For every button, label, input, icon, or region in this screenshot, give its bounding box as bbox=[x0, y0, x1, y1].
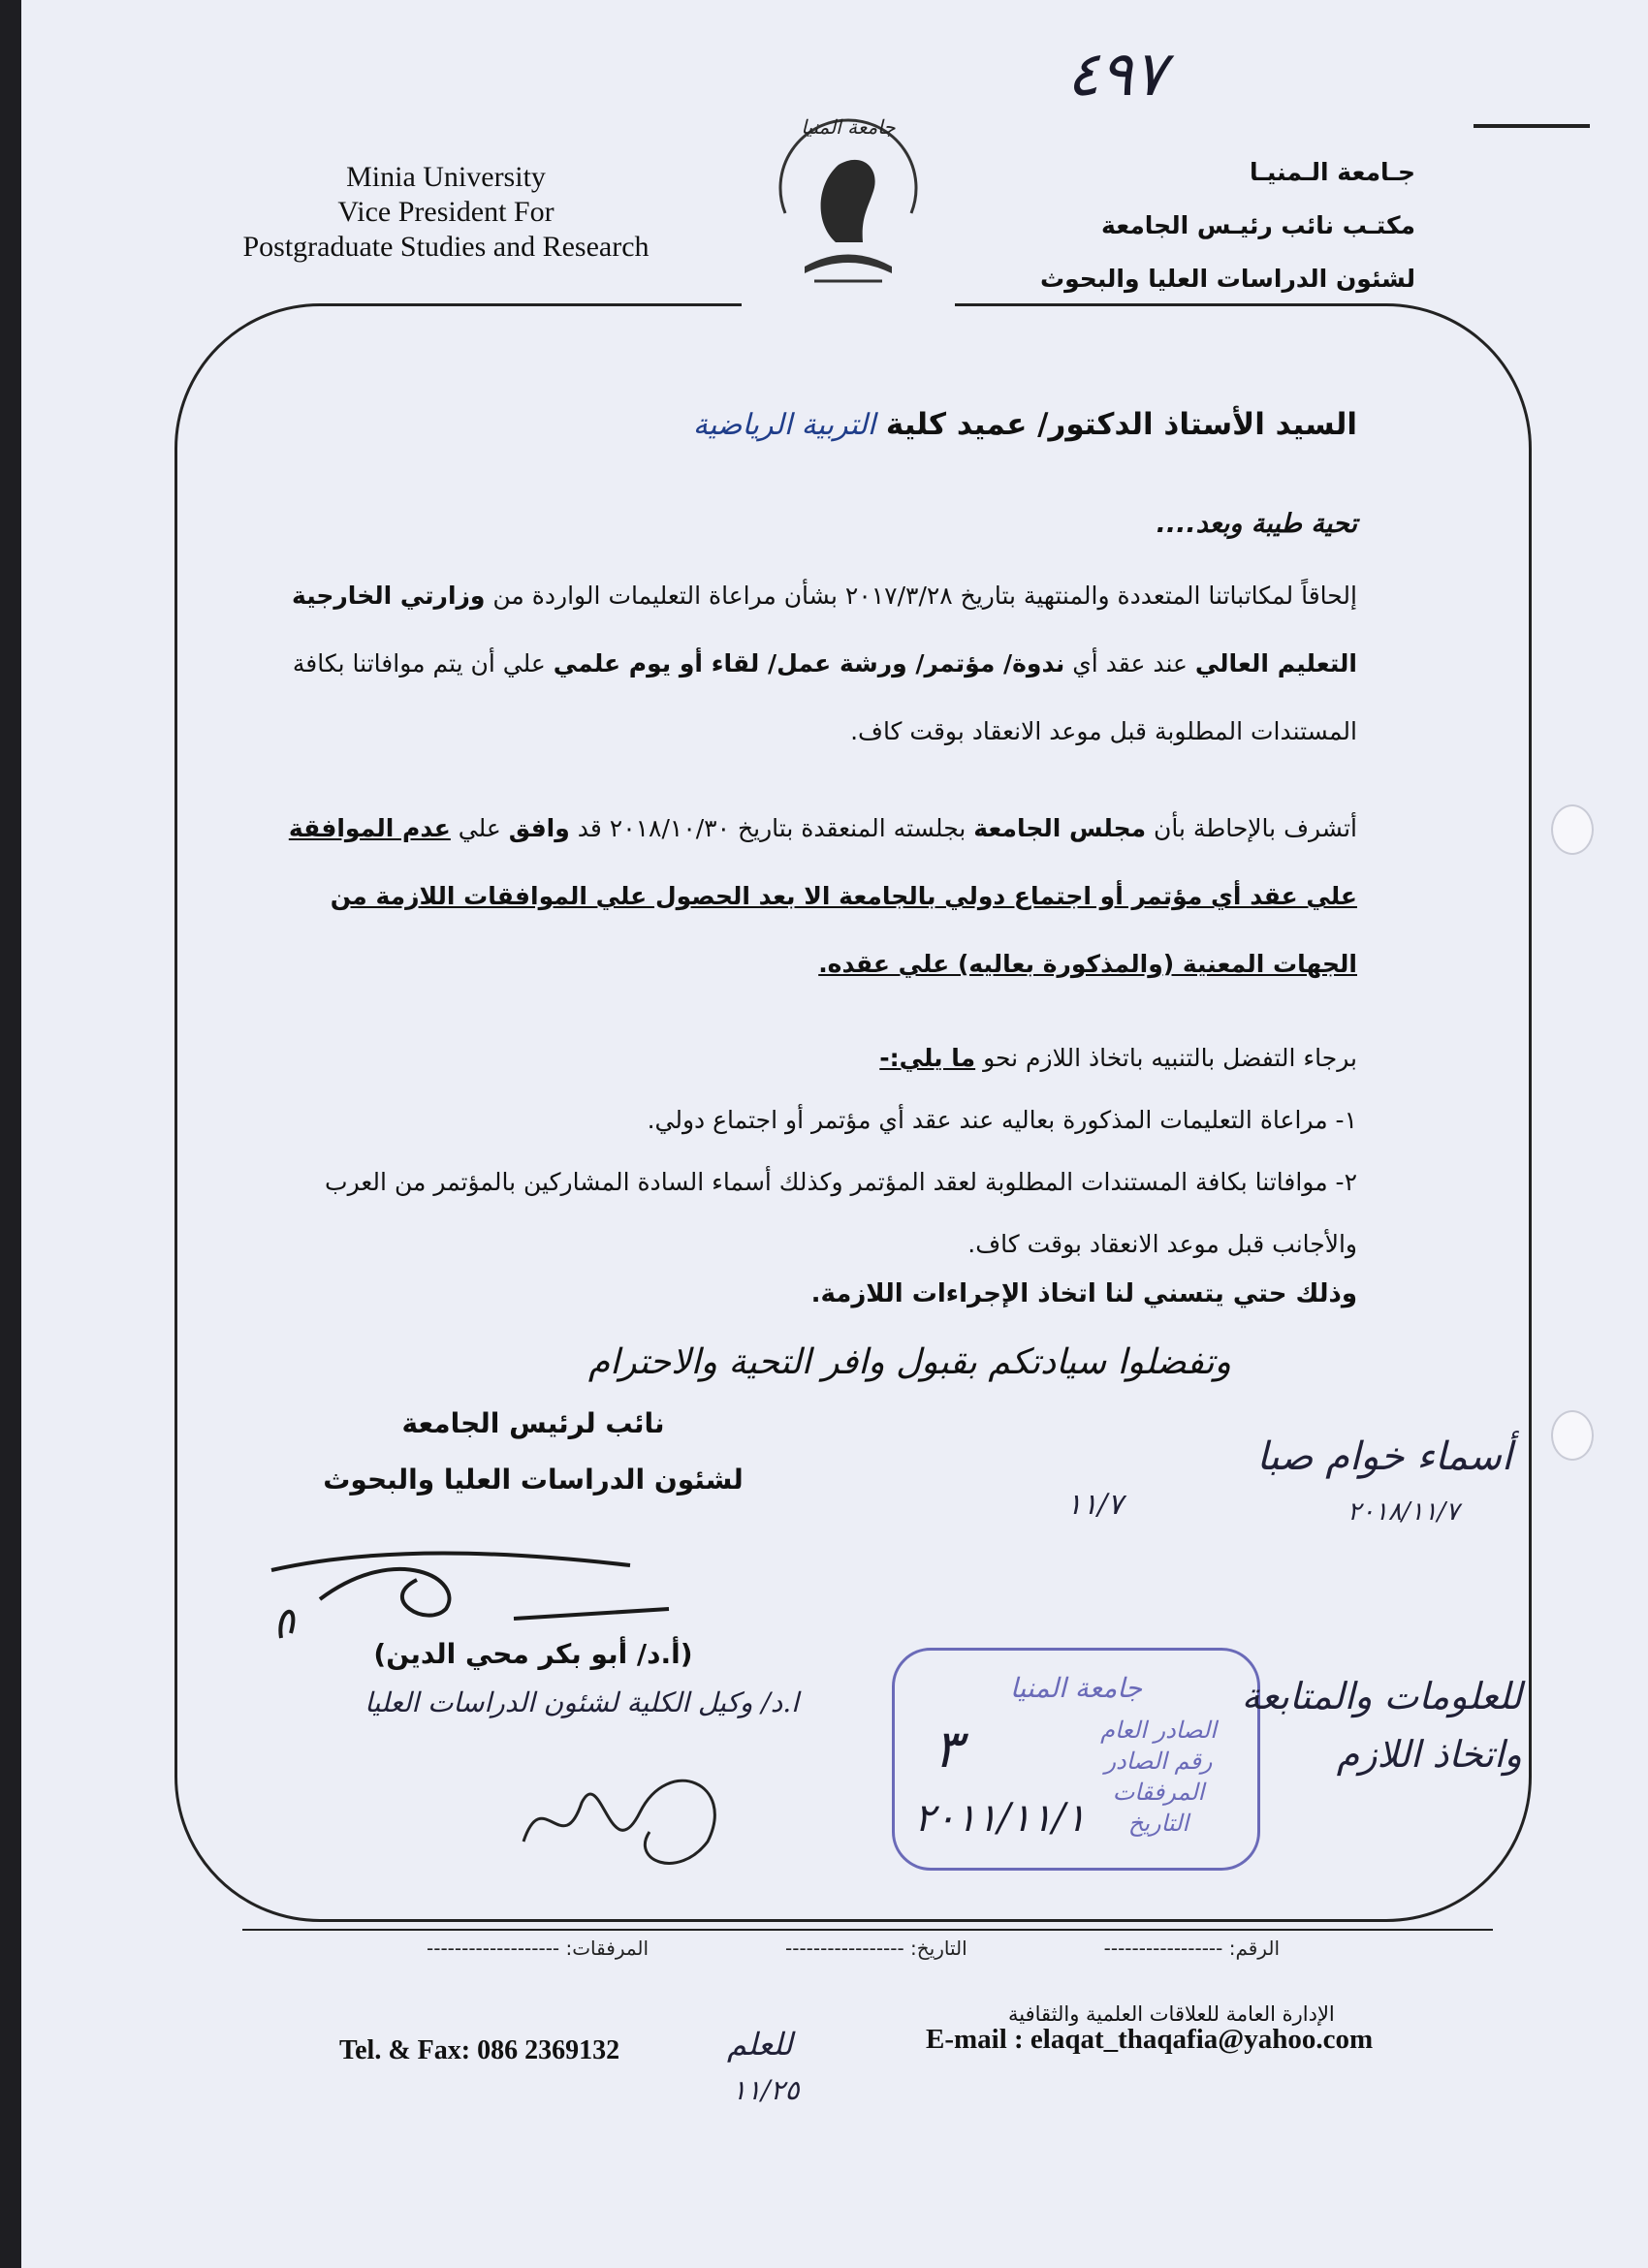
stamp-line4: المرفقات bbox=[1112, 1779, 1205, 1806]
header-en-line3: Postgraduate Studies and Research bbox=[242, 231, 650, 263]
signatory-title-line2: لشئون الدراسات العليا والبحوث bbox=[323, 1464, 744, 1496]
stamp-line5: التاريخ bbox=[1127, 1810, 1189, 1837]
header-english bbox=[204, 160, 688, 265]
ref-number: الرقم: ----------------- bbox=[1103, 1937, 1280, 1960]
corner-line bbox=[1474, 124, 1590, 128]
header-ar-line3: لشئون الدراسات العليا والبحوث bbox=[1040, 265, 1415, 293]
punch-hole-bottom bbox=[1551, 1410, 1594, 1461]
ref-date: التاريخ: ----------------- bbox=[785, 1937, 967, 1960]
closing-line: وذلك حتي يتسني لنا اتخاذ الإجراءات اللازمة. bbox=[810, 1279, 1357, 1308]
paragraph-2: أتشرف بالإحاطة بأن مجلس الجامعة بجلسته المنعقدة بتاريخ ٢٠١٨/١٠/٣٠ قد وافق علي عدم الموافقة علي عقد أي مؤتمر أو اجتماع دولي بالجامعة الا بعد الحصول علي الموافقات اللازمة من الجهات المعنية (والمذكورة بعاليه) علي عقده. bbox=[288, 814, 1357, 978]
header-ar-line2: مكتـب نائب رئيـس الجامعة bbox=[1101, 211, 1415, 239]
signatory-title-line1: نائب لرئيس الجامعة bbox=[401, 1407, 665, 1439]
handwritten-note-right-code: ٢٠١٨/١١/٧ bbox=[1347, 1497, 1460, 1527]
stamp-line3: رقم الصادر bbox=[1104, 1748, 1213, 1775]
ref-attachments: المرفقات: ------------------- bbox=[427, 1937, 650, 1960]
stamp-hand-number: ٣ bbox=[934, 1718, 963, 1780]
header-ar-line1: جـامعة الـمنيـا bbox=[1249, 158, 1415, 186]
stamp-line1: جامعة المنيا bbox=[1009, 1672, 1143, 1704]
registry-stamp bbox=[892, 1648, 1260, 1871]
footer-tel: Tel. & Fax: 086 2369132 bbox=[339, 2035, 620, 2065]
handwritten-bottom-note: للعلم bbox=[727, 2026, 793, 2063]
signature-scribble bbox=[262, 1541, 746, 1648]
request-item-2: ٢- موافاتنا بكافة المستندات المطلوبة لعقد المؤتمر وكذلك أسماء السادة المشاركين بالمؤتمر من العرب والأجانب قبل موعد الانعقاد بوقت كاف. bbox=[325, 1168, 1357, 1258]
request-list bbox=[262, 1027, 1357, 1276]
logo-arabic-text: جامعة المنيا bbox=[801, 115, 896, 139]
handwritten-note-left: ا.د/ وكيل الكلية لشئون الدراسات العليا bbox=[364, 1686, 799, 1718]
reference-row bbox=[427, 1937, 1280, 1960]
request-item-1: ١- مراعاة التعليمات المذكورة بعاليه عند عقد أي مؤتمر أو اجتماع دولي. bbox=[647, 1106, 1357, 1134]
decision-underlined: عدم الموافقة علي عقد أي مؤتمر أو اجتماع دولي بالجامعة الا بعد الحصول علي الموافقات اللازمة من الجهات المعنية (والمذكورة بعاليه) علي عقده. bbox=[288, 814, 1357, 978]
punch-hole-top bbox=[1551, 804, 1594, 855]
signatory-title bbox=[320, 1396, 746, 1508]
footer-divider bbox=[242, 1929, 1493, 1931]
handwritten-note-right: أسماء خوام صبا bbox=[1256, 1434, 1512, 1479]
header-en-line1: Minia University bbox=[346, 161, 546, 193]
vice-dean-signature bbox=[514, 1745, 746, 1880]
addressee-handwritten: التربية الرياضية bbox=[692, 408, 876, 442]
stamp-line2: الصادر العام bbox=[1100, 1717, 1217, 1744]
header-en-line2: Vice President For bbox=[337, 196, 555, 228]
footer-department: الإدارة العامة للعلاقات العلمية والثقافية bbox=[1008, 2002, 1335, 2026]
handwritten-number: ٤٩٧ bbox=[1066, 39, 1167, 110]
header-arabic bbox=[1008, 145, 1415, 305]
handwritten-note-right-date: ١١/٧ bbox=[1066, 1488, 1124, 1522]
handwritten-bottom-date: ١١/٢٥ bbox=[732, 2074, 800, 2106]
stamp-hand-date: ٢٠١١/١١/١ bbox=[914, 1796, 1087, 1841]
signatory-name: (أ.د/ أبو بكر محي الدين) bbox=[373, 1638, 693, 1670]
footer-email: E-mail : elaqat_thaqafia@yahoo.com bbox=[926, 2024, 1374, 2055]
courtesy-line: وتفضلوا سيادتكم بقبول وافر التحية والاحترام bbox=[587, 1342, 1231, 1382]
handwritten-action-note: للعلومات والمتابعة واتخاذ اللازم bbox=[1241, 1675, 1522, 1776]
greeting: تحية طيبة وبعد.... bbox=[1156, 509, 1357, 539]
addressee: السيد الأستاذ الدكتور/ عميد كلية التربية الرياضية bbox=[692, 407, 1357, 442]
university-logo bbox=[746, 97, 950, 320]
paragraph-1: إلحاقاً لمكاتباتنا المتعددة والمنتهية بتاريخ ٢٠١٧/٣/٢٨ بشأن مراعاة التعليمات الواردة من وزارتي الخارجية التعليم العالي عند عقد أي ندوة/ مؤتمر/ ورشة عمل/ لقاء أو يوم علمي علي أن يتم موافاتنا بكافة المستندات المطلوبة قبل موعد الانعقاد بوقت كاف. bbox=[292, 582, 1357, 745]
request-intro: برجاء التفضل بالتنبيه باتخاذ اللازم نحو ما يلي:- bbox=[879, 1044, 1357, 1072]
